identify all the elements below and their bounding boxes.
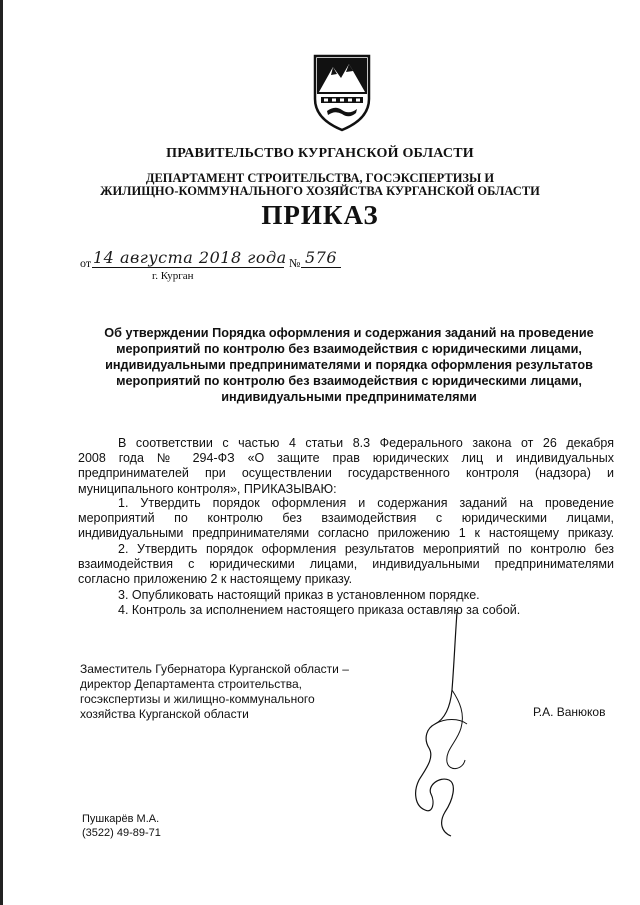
department-name-line1: ДЕПАРТАМЕНТ СТРОИТЕЛЬСТВА, ГОСЭКСПЕРТИЗЫ И (145, 171, 495, 185)
body-line: мероприятий по контролю без взаимодействия с юридическими лицами, (78, 511, 614, 526)
handwritten-signature-icon (405, 610, 495, 840)
order-item-1 (78, 496, 614, 542)
subject-line: индивидуальными предпринимателями и порядка оформления результатов (105, 358, 593, 372)
scan-edge (0, 0, 3, 905)
body-line: 4. Контроль за исполнением настоящего приказа оставляю за собой. (118, 603, 521, 617)
position-line: хозяйства Курганской области (80, 707, 249, 721)
order-item-3 (78, 588, 614, 603)
signatory-position (80, 662, 349, 722)
subject-line: мероприятий по контролю без взаимодействия с юридическими лицами, (116, 342, 582, 356)
order-date-handwritten: 14 августа 2018 года (93, 248, 287, 267)
department-name-line2: ЖИЛИЩНО-КОММУНАЛЬНОГО ХОЗЯЙСТВА КУРГАНСКОЙ ОБЛАСТИ (100, 184, 540, 198)
subject-line: Об утверждении Порядка оформления и содержания заданий на проведение (104, 326, 594, 340)
body-line: 1. Утвердить порядок оформления и содержания заданий на проведение (118, 496, 614, 510)
executor-name: Пушкарёв М.А. (82, 813, 160, 825)
document-type-title: ПРИКАЗ (261, 200, 379, 230)
coat-of-arms-icon (311, 53, 373, 133)
city-label: г. Курган (152, 270, 194, 282)
order-subject (80, 325, 618, 405)
order-item-4 (78, 603, 614, 618)
body-line: В соответствии с частью 4 статьи 8.3 Федерального закона от 26 декабря (118, 436, 614, 450)
executor-phone: (3522) 49-89-71 (82, 827, 161, 839)
government-name: ПРАВИТЕЛЬСТВО КУРГАНСКОЙ ОБЛАСТИ (166, 146, 474, 161)
executor-info (82, 812, 161, 840)
body-line: индивидуальными предпринимателями согласно приложению 1 к настоящему приказу. (78, 526, 614, 541)
body-line: согласно приложению 2 к настоящему приказу. (78, 572, 353, 587)
date-prefix: от (80, 256, 92, 270)
body-line: муниципального контроля», ПРИКАЗЫВАЮ: (78, 481, 337, 496)
order-number-handwritten: 576 (305, 248, 338, 267)
body-line: 3. Опубликовать настоящий приказ в установленном порядке. (118, 588, 480, 602)
position-line: Заместитель Губернатора Курганской области – (80, 662, 349, 676)
position-line: госэкспертизы и жилищно-коммунального (80, 692, 315, 706)
body-line: 2008 года № 294-ФЗ «О защите прав юридических лиц и индивидуальных (78, 451, 614, 466)
body-line: 2. Утвердить порядок оформления результатов мероприятий по контролю без (118, 542, 614, 556)
subject-line: индивидуальными предпринимателями (221, 390, 477, 404)
position-line: директор Департамента строительства, (80, 677, 302, 691)
order-item-2 (78, 542, 614, 588)
number-label: № (289, 256, 301, 270)
body-line: предпринимателей при осуществлении государственного контроля (надзора) и (78, 466, 614, 481)
signatory-name: Р.А. Ванюков (533, 705, 606, 719)
preamble-paragraph (78, 436, 614, 497)
body-line: взаимодействия с юридическими лицами, индивидуальными предпринимателями (78, 557, 614, 572)
subject-line: мероприятий по контролю без взаимодействия с юридическими лицами, (116, 374, 582, 388)
